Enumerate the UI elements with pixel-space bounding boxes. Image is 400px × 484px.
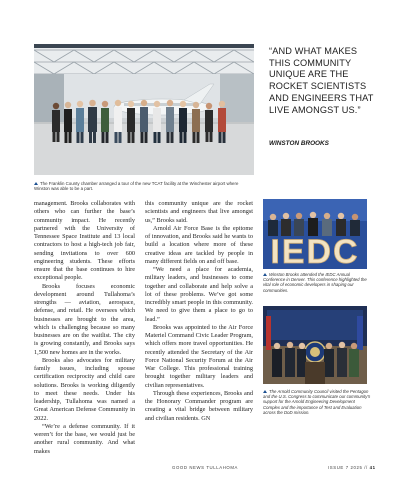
paragraph: Through these experiences, Brooks and the Honorary Commander program are creating a vital bridge between military and civilian residents. GN [145, 389, 253, 422]
svg-text:IEDC: IEDC [270, 233, 360, 269]
footer-issue [328, 465, 376, 470]
hangar-group-photo [34, 44, 254, 175]
paragraph: Brooks focuses economic development around Tullahoma’s strengths — aviation, aerospace, defense, and retail. He oversees which businesses are brought to the area, which is challenging because so many businesses are on the waitlist. The city is growing constantly, and Brooks says 1,500 new homes are in the works. [34, 282, 135, 356]
caption-marker-icon [263, 390, 267, 393]
footer-publication: GOOD NEWS TULLAHOMA [172, 465, 238, 470]
pentagon-photo-caption [263, 389, 371, 415]
pentagon-visit-photo [263, 306, 367, 384]
iedc-caption-text: Winston Brooks attended the IEDC Annual Conference in Denver. This conference highlighted the vital role of economic developers in shaping our communities. [263, 272, 367, 293]
paragraph: management. Brooks collaborates with others who can further the base’s community impact. He recently partnered with the University of Tennessee Space Institute and 13 local contractors to host a high-tech job fair, sending invitations to over 600 engineering students. These efforts ensure that the base continues to hire exceptional people. [34, 200, 135, 282]
pentagon-caption-text: The Arnold Community Council visited the Pentagon and the U.S. Congress to communicate our community's support for the Arnold Engineering Development Complex and the importance of Test and Evaluation across the DoD mission. [263, 389, 371, 415]
pull-quote-attribution: WINSTON BROOKS [269, 140, 329, 147]
hangar-photo-caption [34, 181, 254, 192]
hangar-caption-text: The Franklin County chamber arranged a tour of the new TCAT facility at the Winchester airport where Winston was able to be a part. [34, 181, 239, 192]
paragraph: Arnold Air Force Base is the epitome of innovation, and Brooks said he wants to build a location where more of these creative ideas are tackled by people in many different fields on and off base. [145, 224, 253, 265]
pull-quote: “AND WHAT MAKES THIS COMMUNITY UNIQUE ARE THE ROCKET SCIENTISTS AND ENGINEERS THAT LIVE AMONGST US.” [269, 46, 374, 115]
iedc-sign [270, 233, 359, 269]
paragraph: this community unique are the rocket scientists and engineers that live amongst us,” Brooks said. [145, 200, 253, 224]
article-middle-column [145, 200, 253, 423]
caption-marker-icon [34, 182, 38, 185]
page-number: 41 [369, 465, 376, 470]
paragraph: “We’re a defense community. If it weren’t for the base, we would just be another rural community. And what makes [34, 422, 135, 455]
paragraph: Brooks also advocates for military family issues, including spouse certification reciprocity and child care solutions. Brooks is working diligently to meet these needs. Under his leadership, Tullahoma was named a Great American Defense Community in 2022. [34, 356, 135, 422]
iedc-photo-caption [263, 272, 371, 293]
paragraph: Brooks was appointed to the Air Force Materiel Command Civic Leader Program, which offers more travel opportunities. He recently attended the Secretary of the Air Force National Security Forum at the Air War College. This professional training brought together military leaders and civilian representatives. [145, 323, 253, 389]
paragraph: “We need a place for academia, military leaders, and businesses to come together and collaborate and help solve a lot of these problems. We’ve got some incredibly smart people in this community. We need to give them a place to go to lead.” [145, 266, 253, 323]
iedc-conference-photo [263, 199, 367, 269]
caption-marker-icon [263, 273, 267, 276]
article-left-column [34, 200, 135, 456]
footer-issue-label: ISSUE 7 2025 // [328, 465, 368, 470]
